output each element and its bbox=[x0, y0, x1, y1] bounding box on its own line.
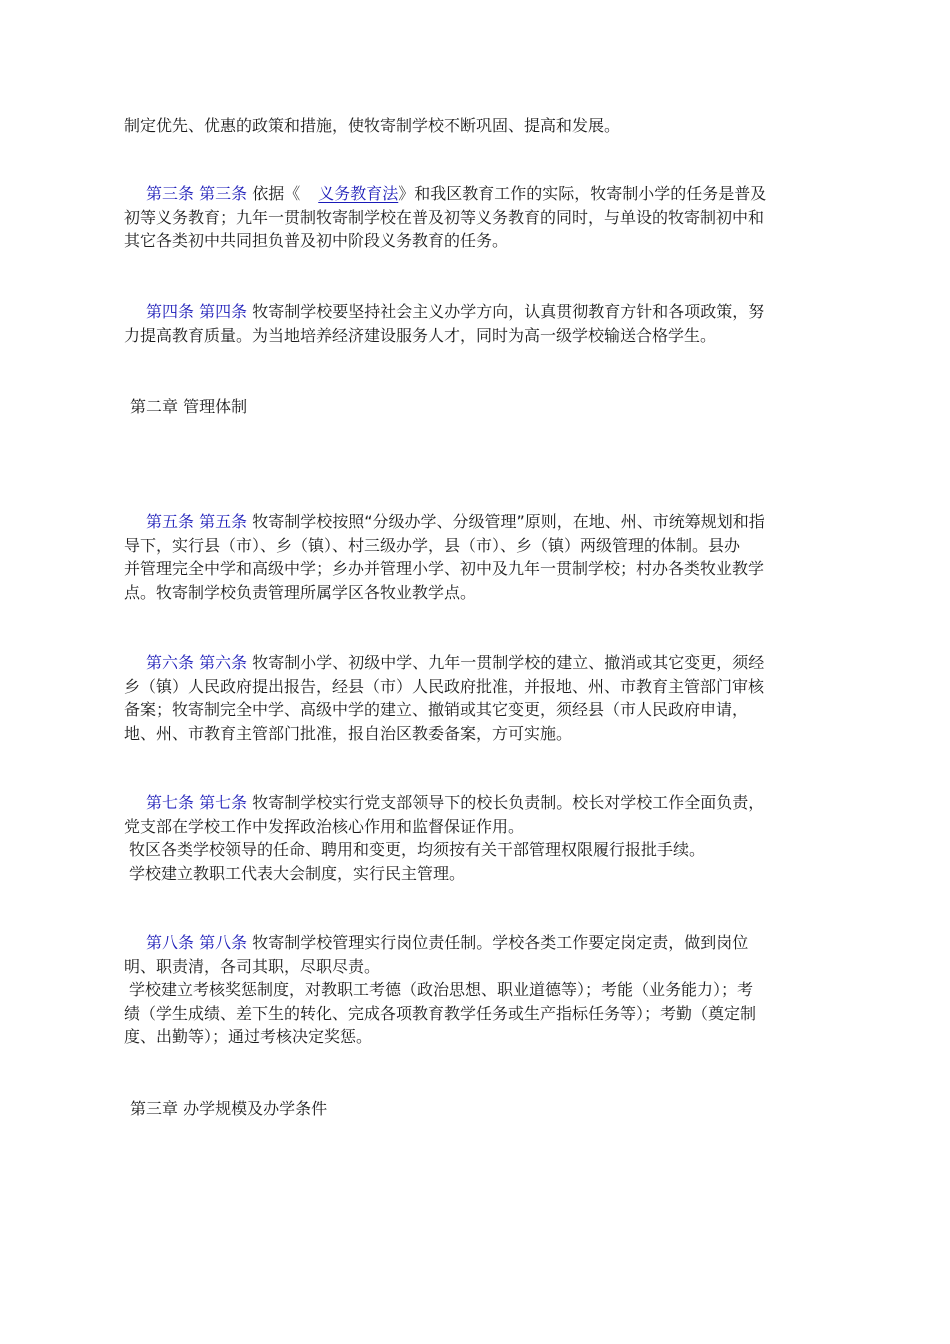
article-3-line-1 bbox=[124, 182, 836, 206]
article-4-number-repeat: 第四条 bbox=[199, 302, 248, 321]
article-7-text: 牧寄制学校实行党支部领导下的校长负责制。校长对学校工作全面负责， bbox=[252, 793, 765, 812]
chapter-2-heading: 第二章 管理体制 bbox=[130, 397, 248, 416]
article-3-number: 第三条 bbox=[146, 184, 195, 203]
article-3-text-pre: 依据《 bbox=[252, 184, 301, 203]
article-8 bbox=[124, 931, 836, 1049]
article-3-line-3: 其它各类初中共同担负普及初中阶段义务教育的任务。 bbox=[124, 231, 509, 250]
article-4-number: 第四条 bbox=[146, 302, 195, 321]
article-6-line-4: 地、州、市教育主管部门批准，报自治区教委备案，方可实施。 bbox=[124, 723, 573, 743]
article-4-line-1 bbox=[124, 300, 836, 324]
article-5-line-4: 点。牧寄制学校负责管理所属学区各牧业教学点。 bbox=[124, 582, 477, 602]
article-3-line-2: 初等义务教育；九年一贯制牧寄制学校在普及初等义务教育的同时，与单设的牧寄制初中和 bbox=[124, 207, 765, 227]
compulsory-education-law-link[interactable]: 义务教育法 bbox=[318, 184, 399, 203]
article-6-line-2: 乡（镇）人民政府提出报告，经县（市）人民政府批准，并报地、州、市教育主管部门审核 bbox=[124, 676, 765, 696]
article-8-number-repeat: 第八条 bbox=[199, 933, 248, 952]
chapter-3-heading: 第三章 办学规模及办学条件 bbox=[130, 1099, 328, 1118]
article-8-text: 牧寄制学校管理实行岗位责任制。学校各类工作要定岗定责，做到岗位 bbox=[252, 933, 749, 952]
article-7-line-2: 党支部在学校工作中发挥政治核心作用和监督保证作用。 bbox=[124, 816, 525, 836]
article-8-line-5: 度、出勤等）；通过考核决定奖惩。 bbox=[124, 1027, 373, 1046]
article-5-number: 第五条 bbox=[146, 512, 195, 531]
paragraph-continuation bbox=[124, 114, 836, 138]
article-7-line-1 bbox=[124, 791, 836, 815]
article-6-line-1 bbox=[124, 651, 836, 675]
article-3 bbox=[124, 182, 836, 253]
article-5-text: 牧寄制学校按照“分级办学、分级管理”原则，在地、州、市统筹规划和指 bbox=[252, 512, 765, 531]
article-8-line-4: 绩（学生成绩、差下生的转化、完成各项教育教学任务或生产指标任务等）；考勤（奠定制 bbox=[124, 1003, 757, 1023]
article-8-number: 第八条 bbox=[146, 933, 195, 952]
article-7-line-4: 学校建立教职工代表大会制度，实行民主管理。 bbox=[129, 863, 466, 883]
article-7 bbox=[124, 791, 836, 885]
article-3-number-repeat: 第三条 bbox=[199, 184, 248, 203]
article-6-text: 牧寄制小学、初级中学、九年一贯制学校的建立、撤消或其它变更，须经 bbox=[252, 653, 765, 672]
article-6-number-repeat: 第六条 bbox=[199, 653, 248, 672]
article-6-number: 第六条 bbox=[146, 653, 195, 672]
article-8-line-2: 明、职责清，各司其职，尽职尽责。 bbox=[124, 956, 381, 976]
article-4 bbox=[124, 300, 836, 347]
paragraph-line: 制定优先、优惠的政策和措施，使牧寄制学校不断巩固、提高和发展。 bbox=[124, 116, 621, 135]
article-5-line-1 bbox=[124, 510, 836, 534]
article-5-line-2: 导下，实行县（市）、乡（镇）、村三级办学，县（市）、乡（镇）两级管理的体制。县办 bbox=[124, 535, 741, 555]
article-3-text-rest: 》和我区教育工作的实际，牧寄制小学的任务是普及 bbox=[398, 184, 767, 203]
article-4-line-2: 力提高教育质量。为当地培养经济建设服务人才，同时为高一级学校输送合格学生。 bbox=[124, 325, 717, 345]
article-5 bbox=[124, 510, 836, 604]
article-7-line-3: 牧区各类学校领导的任命、聘用和变更，均须按有关干部管理权限履行报批手续。 bbox=[129, 840, 706, 859]
article-5-number-repeat: 第五条 bbox=[199, 512, 248, 531]
article-6-line-3: 备案；牧寄制完全中学、高级中学的建立、撤销或其它变更，须经县（市人民政府申请， bbox=[124, 700, 749, 719]
article-5-line-3: 并管理完全中学和高级中学；乡办并管理小学、初中及九年一贯制学校；村办各类牧业教学 bbox=[124, 559, 765, 578]
article-4-text: 牧寄制学校要坚持社会主义办学方向，认真贯彻教育方针和各项政策，努 bbox=[252, 302, 765, 321]
article-7-number-repeat: 第七条 bbox=[199, 793, 248, 812]
article-6 bbox=[124, 651, 836, 745]
article-8-line-1 bbox=[124, 931, 836, 955]
article-8-line-3: 学校建立考核奖惩制度，对教职工考德（政治思想、职业道德等）；考能（业务能力）；考 bbox=[129, 980, 754, 999]
article-7-number: 第七条 bbox=[146, 793, 195, 812]
